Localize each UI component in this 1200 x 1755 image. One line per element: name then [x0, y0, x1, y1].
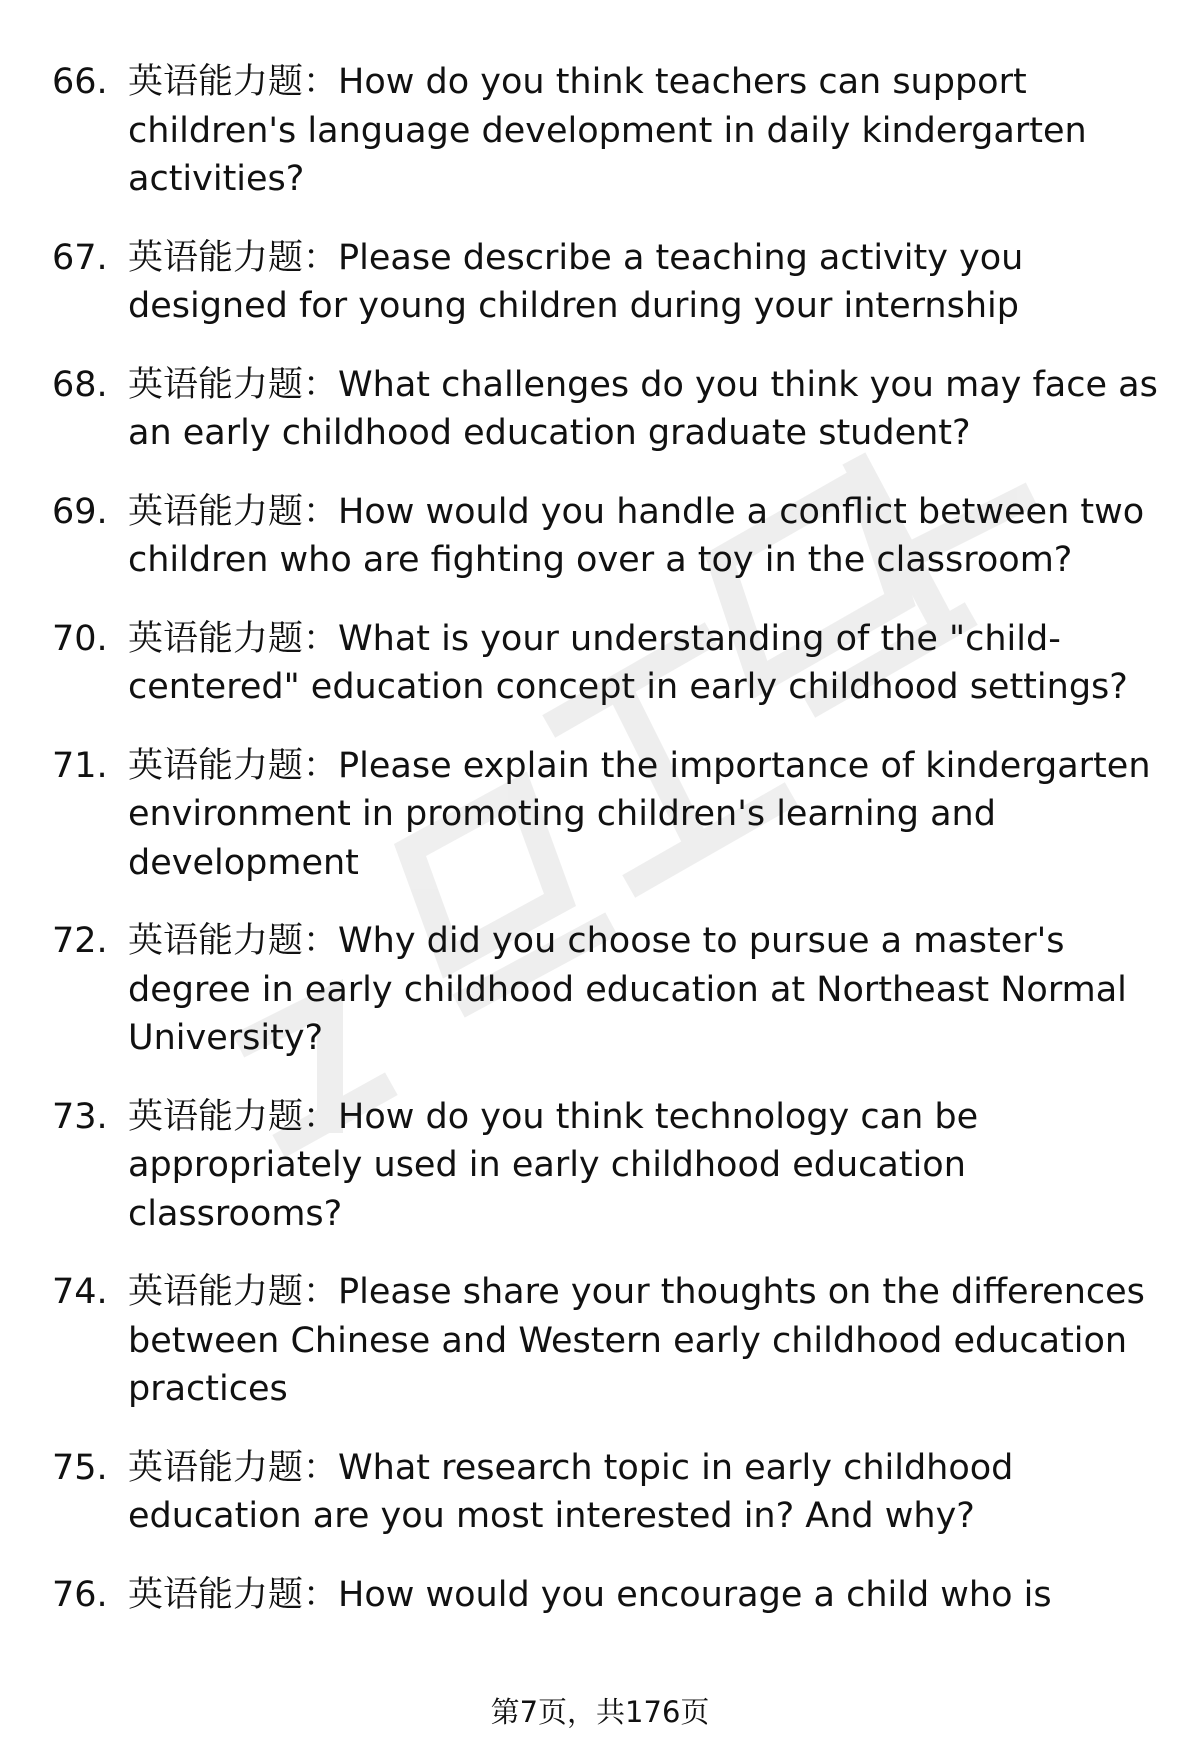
question-separator: ： [303, 921, 339, 961]
question-text: Please explain the importance of kindergarten environment in promoting children's learning and development [128, 745, 1151, 883]
question-item [52, 742, 1162, 888]
question-text: How would you encourage a child who is [338, 1574, 1052, 1615]
question-text: How do you think teachers can support children's language development in daily kindergarten activities? [128, 62, 1087, 199]
question-number: 68. [52, 364, 108, 405]
question-body [128, 361, 1162, 458]
question-body [128, 234, 1162, 331]
question-number: 66. [52, 62, 108, 102]
question-number: 69. [52, 491, 108, 532]
question-category: 英语能力题 [128, 618, 304, 659]
question-separator: ： [303, 364, 339, 405]
question-body [128, 917, 1162, 1063]
question-number: 76. [52, 1574, 108, 1615]
question-separator: ： [303, 491, 339, 532]
question-separator: ： [303, 62, 339, 102]
question-item [52, 234, 1162, 331]
question-category: 英语能力题 [128, 62, 304, 102]
question-text: Why did you choose to pursue a master's degree in early childhood education at Northeast Normal University? [128, 921, 1127, 1058]
question-item [52, 1444, 1162, 1541]
question-category: 英语能力题 [128, 364, 304, 405]
question-number: 67. [52, 237, 108, 278]
question-category: 英语能力题 [128, 1447, 304, 1488]
question-text: Please describe a teaching activity you designed for young children during your internship [128, 237, 1024, 326]
question-number: 70. [52, 618, 108, 659]
question-separator: ： [303, 745, 339, 786]
question-number: 75. [52, 1447, 108, 1488]
question-body [128, 1093, 1162, 1239]
question-item [52, 917, 1162, 1063]
question-body [128, 615, 1162, 712]
question-body [128, 58, 1162, 204]
question-separator: ： [303, 618, 339, 659]
question-text: What research topic in early childhood education are you most interested in? And why? [128, 1447, 1014, 1536]
question-category: 英语能力题 [128, 921, 304, 961]
question-text: How do you think technology can be appropriately used in early childhood education classrooms? [128, 1096, 979, 1234]
question-body [128, 1571, 1162, 1620]
question-separator: ： [303, 1096, 339, 1137]
question-body [128, 488, 1162, 585]
question-separator: ： [303, 1272, 339, 1312]
question-number: 74. [52, 1272, 108, 1312]
question-list [52, 58, 1162, 1649]
question-number: 73. [52, 1096, 108, 1137]
question-item [52, 1571, 1162, 1620]
question-category: 英语能力题 [128, 745, 304, 786]
question-category: 英语能力题 [128, 1574, 304, 1615]
question-body [128, 1444, 1162, 1541]
question-number: 72. [52, 921, 108, 961]
question-separator: ： [303, 1574, 339, 1615]
question-category: 英语能力题 [128, 491, 304, 532]
question-category: 英语能力题 [128, 1096, 304, 1137]
question-item [52, 58, 1162, 204]
question-category: 英语能力题 [128, 237, 304, 278]
question-item [52, 1093, 1162, 1239]
question-separator: ： [303, 237, 339, 278]
question-body [128, 1268, 1162, 1414]
question-number: 71. [52, 745, 108, 786]
question-item [52, 1268, 1162, 1414]
question-item [52, 361, 1162, 458]
question-item [52, 488, 1162, 585]
question-item [52, 615, 1162, 712]
question-text: What challenges do you think you may face as an early childhood education graduate student? [128, 364, 1158, 453]
question-category: 英语能力题 [128, 1272, 304, 1312]
page-footer: 第7页，共176页 [490, 1695, 710, 1729]
question-separator: ： [303, 1447, 339, 1488]
question-text: Please share your thoughts on the differences between Chinese and Western early childhood education practices [128, 1272, 1145, 1409]
question-text: What is your understanding of the "child-centered" education concept in early childhood settings? [128, 618, 1128, 707]
question-text: How would you handle a conflict between two children who are fighting over a toy in the classroom? [128, 491, 1145, 580]
question-body [128, 742, 1162, 888]
